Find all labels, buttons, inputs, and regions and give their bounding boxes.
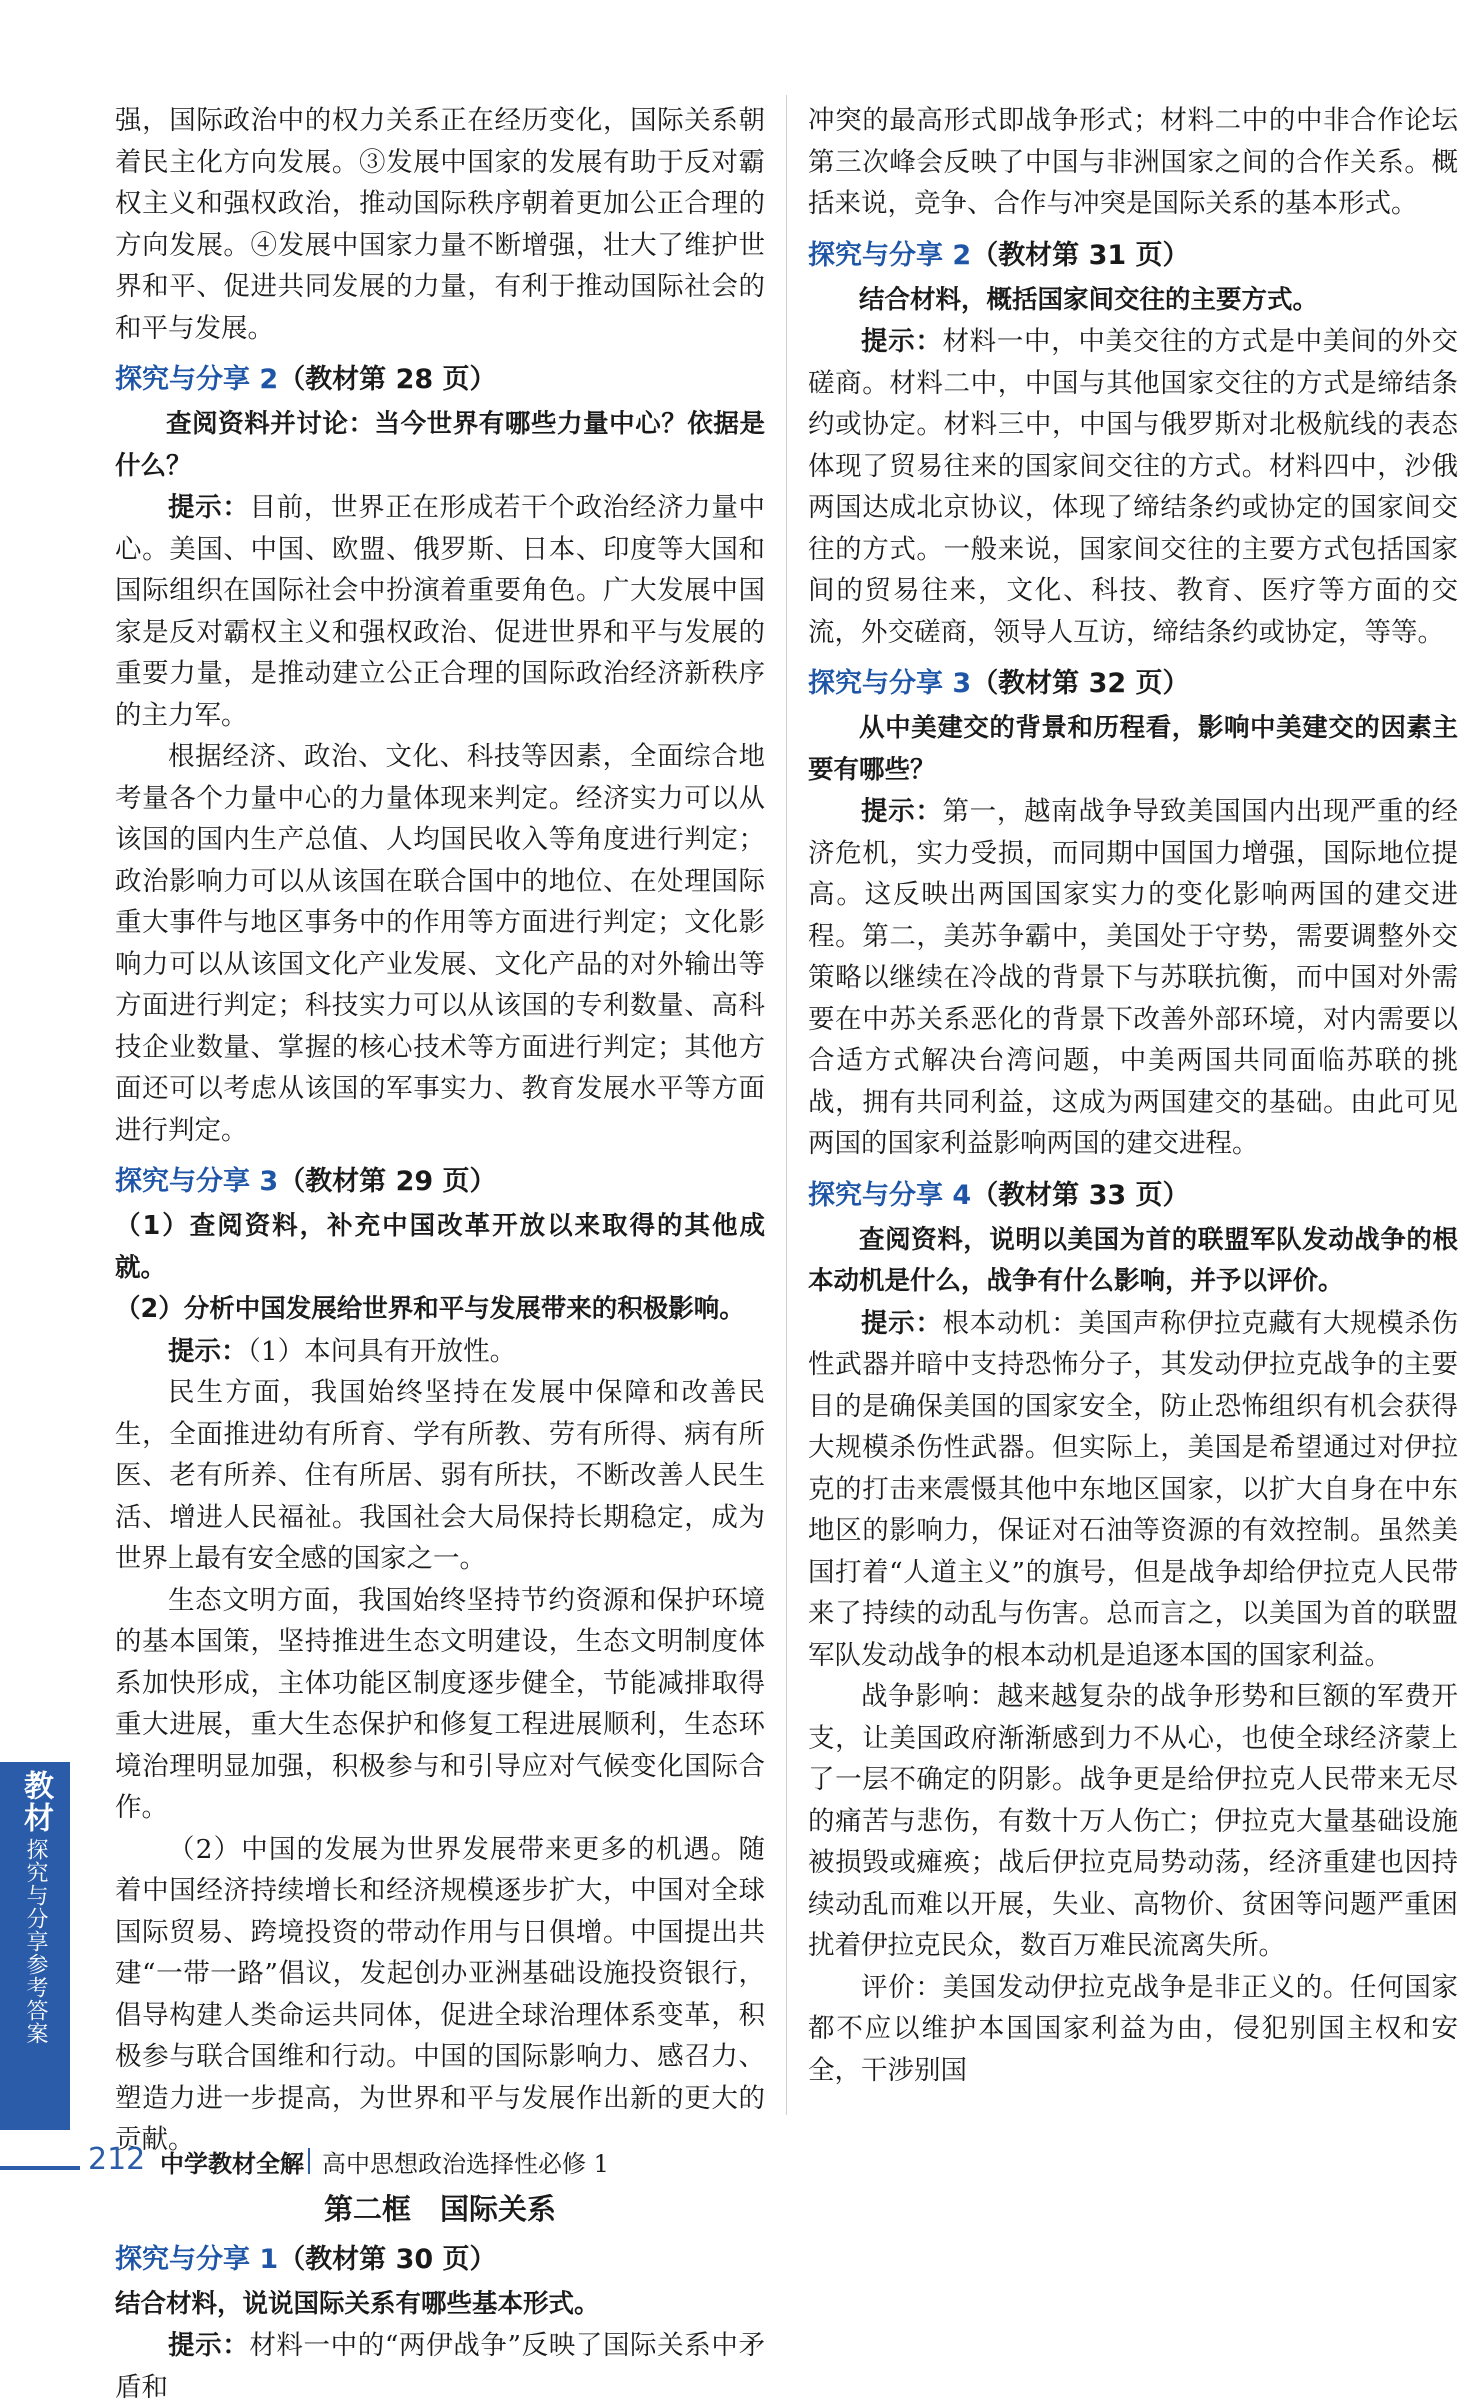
section-title: 探究与分享 3 <box>115 1166 279 1197</box>
hint-label: 提示： <box>168 492 250 523</box>
column-divider <box>786 95 787 2115</box>
paragraph: 战争影响：越来越复杂的战争形势和巨额的军费开支，让美国政府渐渐感到力不从心，也使全球经济蒙上了一层不确定的阴影。战争更是给伊拉克人民带来无尽的痛苦与悲伤，有数十万人伤亡；伊拉克大量基础设施被损毁或瘫痪；战后伊拉克局势动荡，经济重建也因持续动乱而难以开展，失业、高物价、贫困等问题严重困扰着伊拉克民众，数百万难民流离失所。 <box>808 1681 1458 1961</box>
question: 结合材料，概括国家间交往的主要方式。 <box>859 284 1319 315</box>
section-heading <box>808 1175 1458 1216</box>
hint-label: 提示： <box>168 2330 250 2361</box>
hint-text: 根本动机：美国声称伊拉克藏有大规模杀伤性武器并暗中支持恐怖分子，其发动伊拉克战争的主要目的是确保美国的国家安全，防止恐怖组织有机会获得大规模杀伤性武器。但实际上，美国是希望通过对伊拉克的打击来震慑其他中东地区国家，以扩大自身在中东地区的影响力，保证对石油等资源的有效控制。虽然美国打着“人道主义”的旗号，但是战争却给伊拉克人民带来了持续的动乱与伤害。总而言之，以美国为首的联盟军队发动战争的根本动机是追逐本国的国家利益。 <box>808 1307 1458 1671</box>
section-title: 探究与分享 1 <box>115 2243 279 2275</box>
hint-label: 提示： <box>168 1335 248 1367</box>
paragraph: 生态文明方面，我国始终坚持节约资源和保护环境的基本国策，坚持推进生态文明建设，生态文明制度体系加快形成，主体功能区制度逐步健全，节能减排取得重大进展，重大生态保护和修复工程进展顺利，生态环境治理明显加强，积极参与和引导应对气候变化国际合作。 <box>115 1584 765 1823</box>
hint-text: （1）本问具有开放性。 <box>247 1335 517 1367</box>
hint-paragraph <box>808 321 1458 653</box>
question: 结合材料，说说国际关系有哪些基本形式。 <box>115 2288 600 2319</box>
question: 查阅资料，说明以美国为首的联盟军队发动战争的根本动机是什么，战争有什么影响，并予以评价。 <box>808 1224 1458 1296</box>
right-column <box>808 100 1458 2091</box>
paragraph: 根据经济、政治、文化、科技等因素，全面综合地考量各个力量中心的力量体现来判定。经济实力可以从该国的国内生产总值、人均国民收入等角度进行判定；政治影响力可以从该国在联合国中的地位、在处理国际重大事件与地区事务中的作用等方面进行判定；文化影响力可以从该国文化产业发展、文化产品的对外输出等方面进行判定；科技实力可以从该国的专利数量、高科技企业数量、掌握的核心技术等方面进行判定；其他方面还可以考虑从该国的军事实力、教育发展水平等方面进行判定。 <box>115 741 765 1146</box>
hint-paragraph <box>808 1303 1458 1677</box>
section-title: 探究与分享 4 <box>808 1179 972 1211</box>
hint-text: 材料一中，中美交往的方式是中美间的外交磋商。材料二中，中国与其他国家交往的方式是缔结条约或协定。材料三中，中国与俄罗斯对北极航线的表态体现了贸易往来的国家间交往的方式。材料四中，沙俄两国达成北京协议，体现了缔结条约或协定的国家间交往的方式。一般来说，国家间交往的主要方式包括国家间的贸易往来，文化、科技、教育、医疗等方面的交流，外交磋商，领导人互访，缔结条约或协定，等等。 <box>808 326 1458 648</box>
paragraph: （2）中国的发展为世界发展带来更多的机遇。随着中国经济持续增长和经济规模逐步扩大，中国对全球国际贸易、跨境投资的带动作用与日俱增。中国提出共建“一带一路”倡议，发起创办亚洲基础设施投资银行，倡导构建人类命运共同体，促进全球治理体系变革，积极参与联合国维和行动。中国的国际影响力、感召力、塑造力进一步提高，为世界和平与发展作出新的更大的贡献。 <box>115 1833 765 2155</box>
section-ref: （教材第 33 页） <box>971 1179 1190 1211</box>
paragraph: 评价：美国发动伊拉克战争是非正义的。任何国家都不应以维护本国国家利益为由，侵犯别国主权和安全，干涉别国 <box>808 1971 1458 2086</box>
section-ref: （教材第 29 页） <box>278 1166 497 1197</box>
page-footer <box>0 2142 1460 2202</box>
side-tab-label: 教材 <box>18 1770 53 1834</box>
hint-paragraph <box>808 791 1458 1165</box>
side-tab <box>0 1762 70 2130</box>
page-number: 212 <box>88 2142 146 2177</box>
hint-label: 提示： <box>861 796 943 827</box>
hint-label: 提示： <box>861 1307 943 1339</box>
section-heading <box>115 1161 765 1202</box>
section-ref: （教材第 28 页） <box>278 364 497 395</box>
section-heading <box>115 2239 765 2280</box>
section-title: 探究与分享 2 <box>808 239 972 271</box>
footer-book-title: 高中思想政治选择性必修 1 <box>322 2150 609 2178</box>
section-heading <box>115 359 765 400</box>
footer-bar <box>0 2166 80 2170</box>
section-ref: （教材第 32 页） <box>971 668 1190 699</box>
hint-paragraph <box>115 487 765 736</box>
hint-text: 目前，世界正在形成若干个政治经济力量中心。美国、中国、欧盟、俄罗斯、日本、印度等大国和国际组织在国际社会中扮演着重要角色。广大发展中国家是反对霸权主义和强权政治、促进世界和平与发展的重要力量，是推动建立公正合理的国际政治经济新秩序的主力军。 <box>115 492 765 731</box>
hint-paragraph <box>115 2325 765 2408</box>
section-title: 探究与分享 2 <box>115 364 279 395</box>
footer-separator <box>308 2148 310 2174</box>
question: 查阅资料并讨论：当今世界有哪些力量中心？依据是什么？ <box>115 409 765 481</box>
hint-paragraph <box>115 1331 765 1373</box>
paragraph: 冲突的最高形式即战争形式；材料二中的中非合作论坛第三次峰会反映了中国与非洲国家之间的合作关系。概括来说，竞争、合作与冲突是国际关系的基本形式。 <box>808 105 1458 219</box>
paragraph: 民生方面，我国始终坚持在发展中保障和改善民生，全面推进幼有所育、学有所教、劳有所得、病有所医、老有所养、住有所居、弱有所扶，不断改善人民生活、增进人民福祉。我国社会大局保持长期稳定，成为世界上最有安全感的国家之一。 <box>115 1377 765 1574</box>
section-heading <box>808 663 1458 704</box>
hint-text: 第一，越南战争导致美国国内出现严重的经济危机，实力受损，而同期中国国力增强，国际地位提高。这反映出两国国家实力的变化影响两国的建交进程。第二，美苏争霸中，美国处于守势，需要调整外交策略以继续在冷战的背景下与苏联抗衡，而中国对外需要在中苏关系恶化的背景下改善外部环境，对内需要以合适方式解决台湾问题，中美两国共同面临苏联的挑战，拥有共同利益，这成为两国建交的基础。由此可见两国的国家利益影响两国的建交进程。 <box>808 796 1458 1159</box>
question: 从中美建交的背景和历程看，影响中美建交的因素主要有哪些？ <box>808 713 1458 785</box>
section-heading <box>808 235 1458 276</box>
paragraph: 强，国际政治中的权力关系正在经历变化，国际关系朝着民主化方向发展。③发展中国家的发展有助于反对霸权主义和强权政治，推动国际秩序朝着更加公正合理的方向发展。④发展中国家力量不断增强，壮大了维护世界和平、促进共同发展的力量，有利于推动国际社会的和平与发展。 <box>115 105 765 344</box>
footer-brand: 中学教材全解 <box>160 2150 304 2178</box>
frame-title: 第二框 国际关系 <box>323 2191 556 2226</box>
hint-text: 材料一中的“两伊战争”反映了国际关系中矛盾和 <box>115 2330 765 2403</box>
side-tab-sublabel: 探究与分享参考答案 <box>23 1838 48 2045</box>
hint-label: 提示： <box>861 326 943 357</box>
section-ref: （教材第 30 页） <box>278 2243 497 2275</box>
left-column <box>115 100 765 2408</box>
question: （1）查阅资料，补充中国改革开放以来取得的其他成就。 <box>115 1211 765 1283</box>
section-ref: （教材第 31 页） <box>971 239 1190 271</box>
question: （2）分析中国发展给世界和平与发展带来的积极影响。 <box>115 1294 745 1324</box>
section-title: 探究与分享 3 <box>808 668 972 699</box>
